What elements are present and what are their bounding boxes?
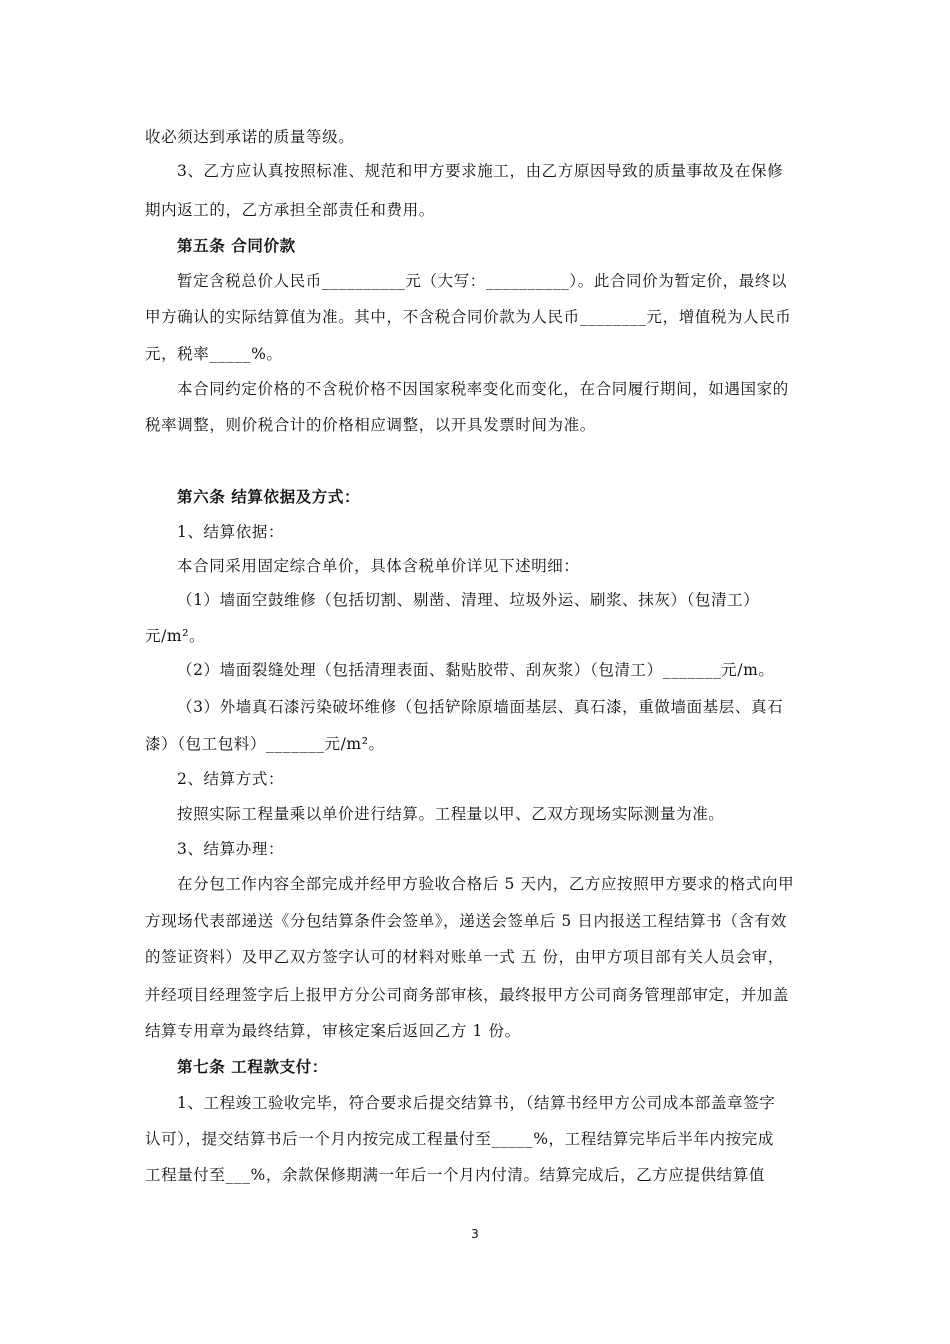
text-line: 按照实际工程量乘以单价进行结算。工程量以甲、乙双方现场实际测量为准。 <box>177 805 725 823</box>
text-line: 2、结算方式： <box>177 770 285 788</box>
text-line: 3、乙方应认真按照标准、规范和甲方要求施工，由乙方原因导致的质量事故及在保修 <box>177 162 784 180</box>
text-line: 并经项目经理签字后上报甲方分公司商务部审核，最终报甲方公司商务管理部审定，并加盖 <box>145 986 790 1004</box>
page-number: 3 <box>471 1227 479 1241</box>
text-line: 3、结算办理： <box>177 840 285 858</box>
text-line: 结算专用章为最终结算，审核定案后返回乙方 1 份。 <box>145 1022 521 1040</box>
text-line: （3）外墙真石漆污染破坏维修（包括铲除原墙面基层、真石漆，重做墙面基层、真石 <box>177 698 784 716</box>
text-line: 认可），提交结算书后一个月内按完成工程量付至_____%，工程结算完毕后半年内按完成 <box>145 1130 774 1148</box>
text-line: 1、工程竣工验收完毕，符合要求后提交结算书，（结算书经甲方公司成本部盖章签字 <box>177 1094 776 1112</box>
text-line: 暂定含税总价人民币__________元（大写：__________）。此合同价为暂定价，最终以 <box>177 272 788 290</box>
text-line: 方现场代表部递送《分包结算条件会签单》，递送会签单后 5 日内报送工程结算书（含有效 <box>145 912 787 930</box>
text-line: 本合同约定价格的不含税价格不因国家税率变化而变化，在合同履行期间，如遇国家的 <box>177 380 789 398</box>
section-heading: 第五条 合同价款 <box>177 236 296 255</box>
text-line: 税率调整，则价税合计的价格相应调整，以开具发票时间为准。 <box>145 416 596 434</box>
text-line: 本合同采用固定综合单价，具体含税单价详见下述明细： <box>177 557 580 575</box>
text-line: 期内返工的，乙方承担全部责任和费用。 <box>145 201 435 219</box>
text-line: 甲方确认的实际结算值为准。其中，不含税合同价款为人民币________元，增值税为人民币 <box>145 308 792 326</box>
text-line: （2）墙面裂缝处理（包括清理表面、黏贴胶带、刮灰浆）（包清工）_______元/m。 <box>177 661 775 679</box>
text-line: 元，税率_____%。 <box>145 345 283 363</box>
text-line: 的签证资料）及甲乙双方签字认可的材料对账单一式 五 份，由甲方项目部有关人员会审， <box>145 948 784 966</box>
text-line: 1、结算依据： <box>177 523 285 541</box>
text-line: 元/m²。 <box>145 627 206 645</box>
text-line: 在分包工作内容全部完成并经甲方验收合格后 5 天内，乙方应按照甲方要求的格式向甲 <box>177 875 795 893</box>
text-line: 工程量付至___%，余款保修期满一年后一个月内付清。结算完成后，乙方应提供结算值 <box>145 1166 765 1184</box>
text-line: 漆）（包工包料）_______元/m²。 <box>145 735 385 753</box>
section-heading: 第六条 结算依据及方式： <box>177 487 361 506</box>
section-heading: 第七条 工程款支付： <box>177 1057 328 1076</box>
text-line: （1）墙面空鼓维修（包括切割、剔凿、清理、垃圾外运、刷浆、抹灰）（包清工） <box>177 591 760 609</box>
text-line: 收必须达到承诺的质量等级。 <box>145 128 355 146</box>
